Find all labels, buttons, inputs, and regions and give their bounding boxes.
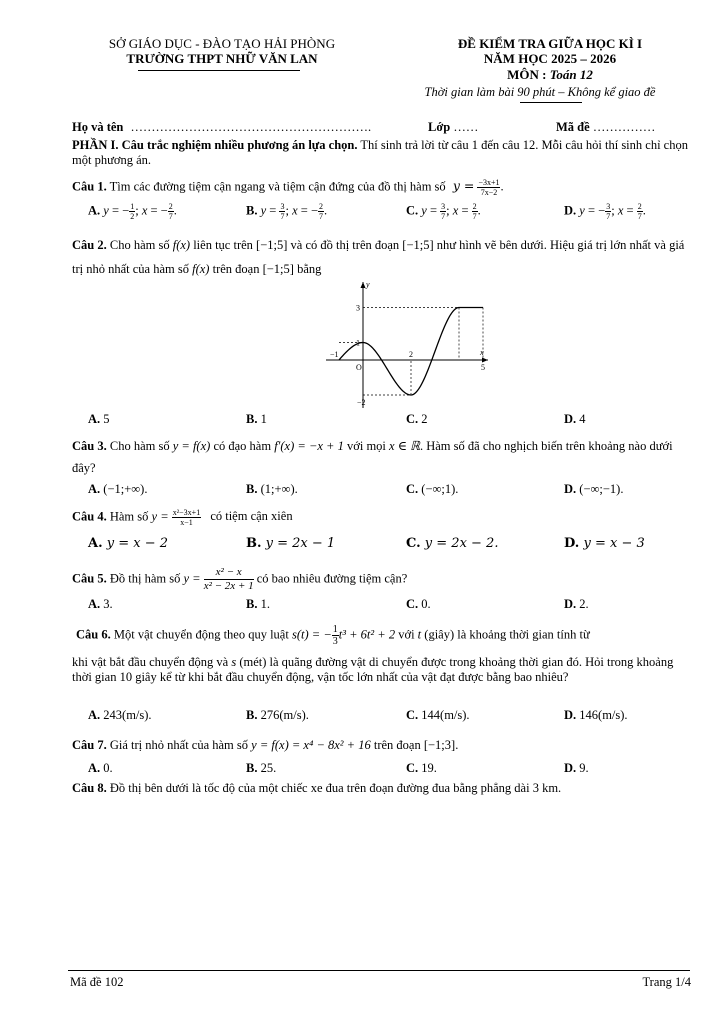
q5-fraction	[204, 566, 254, 593]
q5-fn-num: x² − x	[204, 566, 254, 580]
q3-domain: x ∈ ℝ	[389, 439, 420, 453]
q4-option-a[interactable]: A. y = x − 2	[88, 536, 169, 551]
q2-c-val: 2	[421, 412, 428, 426]
q4-text2: có tiệm cận xiên	[210, 509, 293, 524]
header-underline	[138, 70, 300, 71]
q4-option-d[interactable]: D. y = x − 3	[564, 536, 645, 551]
x-tick-2: 2	[409, 350, 413, 359]
q1-fn-den: 7x−2	[480, 188, 498, 197]
q3-stem	[72, 435, 690, 479]
q6-options	[72, 708, 692, 726]
q5-label: Câu 5.	[72, 571, 107, 586]
q2-fx-2: f(x)	[192, 262, 210, 276]
q3-text1: Cho hàm số	[109, 439, 170, 453]
q8-stem	[72, 781, 561, 796]
subject: Toán 12	[549, 67, 593, 82]
code-label: Mã đề	[556, 120, 590, 134]
q5-b-val: 1.	[260, 597, 270, 611]
q1-b-label: B.	[246, 203, 258, 218]
q6-line3: Hỏi trong khoảng thời gian 10 giây kể từ khi bắt đầu chuyển động, vận tốc lớn nhất của vật đạt được bằng	[72, 655, 674, 684]
q5-a-val: 3.	[103, 597, 113, 611]
code-field[interactable]: ……………	[592, 120, 656, 134]
q1-label: Câu 1.	[72, 179, 107, 194]
q4-a-val: y = x − 2	[106, 536, 169, 551]
part1-intro	[72, 138, 690, 168]
q5-option-a[interactable]: A. 3.	[88, 597, 113, 611]
student-info	[72, 120, 692, 135]
q7-stem	[72, 738, 458, 753]
q3-line2: khoảng nào dưới đây?	[72, 439, 673, 475]
q6-s: s	[231, 655, 237, 669]
q1-option-b[interactable]: B. y = $\frac{3}{7}$ ; x = − $\frac{2}{7}$ .	[246, 202, 328, 221]
q5-c-val: 0.	[421, 597, 431, 611]
x-tick-5: 5	[481, 363, 485, 372]
footer-code: Mã đề 102	[70, 975, 124, 989]
q1-d-label: D.	[564, 203, 577, 218]
y-tick-1: 1	[356, 338, 360, 348]
school-name: TRƯỜNG THPT NHỮ VĂN LAN	[126, 51, 318, 66]
q4-option-c[interactable]: C. y = 2x − 2.	[406, 536, 499, 551]
q4-text1: Hàm số	[109, 509, 149, 524]
q2-fx: f(x)	[172, 238, 191, 252]
q1-option-a[interactable]: A. y = − $\frac{1}{2}$ ; x = − $\frac{2}{7}$ .	[88, 202, 177, 221]
q1-fn-lhs: y =	[452, 178, 475, 194]
q6-line2b: (mét) là quãng đường vật di chuyển được trong khoảng thời gian đó.	[239, 655, 583, 669]
q1-fraction	[477, 178, 500, 197]
q2-options	[72, 412, 692, 430]
q2-option-c[interactable]: C. 2	[406, 412, 428, 426]
q2-interval: [−1;5]	[256, 238, 288, 252]
q2-line2b: trên đoạn	[212, 262, 260, 276]
q7-c-val: 19.	[421, 761, 437, 775]
q1-option-c[interactable]: C. y = $\frac{3}{7}$ ; x = $\frac{2}{7}$ .	[406, 202, 481, 221]
q7-a-val: 0.	[103, 761, 113, 775]
q6-law: s(t) = −	[291, 627, 332, 642]
function-graph	[316, 278, 496, 412]
q2-text2: liên tục trên	[193, 238, 253, 252]
q2-text1: Cho hàm số	[109, 238, 170, 252]
q2-text3: và có đồ thị trên đoạn	[290, 238, 400, 252]
q3-d-val: (−∞;−1).	[579, 482, 624, 496]
q1-text: Tìm các đường tiệm cận ngang và tiệm cận đứng của đồ thị hàm số	[109, 179, 446, 194]
q6-law-num: 1	[332, 624, 338, 635]
q1-option-d[interactable]: D. y = − $\frac{3}{7}$ ; x = $\frac{2}{7}$ .	[564, 202, 646, 221]
q8-text: Đồ thị bên dưới là tốc độ của một chiếc xe đua trên đoạn đường đua bằng phẳng dài 3 km.	[109, 781, 562, 795]
q2-interval-2: [−1;5]	[402, 238, 434, 252]
q2-option-a[interactable]: A. 5	[88, 412, 110, 426]
q6-line1	[76, 624, 590, 647]
q7-option-a[interactable]: A. 0.	[88, 761, 113, 775]
q7-interval: [−1;3].	[423, 738, 459, 752]
q4-options	[72, 536, 692, 554]
q5-text2: có bao nhiêu đường tiệm cận?	[256, 571, 408, 586]
q5-options	[72, 597, 692, 615]
q2-label: Câu 2.	[72, 238, 107, 252]
y-tick-neg2: −2	[357, 398, 366, 407]
name-label: Họ và tên	[72, 120, 124, 134]
q3-fn: y = f(x)	[172, 439, 211, 453]
q1-stem: Câu 1. Tìm các đường tiệm cận ngang và tiệm cận đứng của đồ thị hàm số y = $\frac{-3x+1}{7x-2}$ .	[72, 178, 504, 197]
time-note: Thời gian làm bài 90 phút – Không kể giao đề	[424, 85, 656, 99]
q4-fn-lhs: y =	[151, 509, 169, 524]
q2-d-val: 4	[579, 412, 586, 426]
q6-law-den: 3	[332, 636, 338, 647]
q5-d-val: 2.	[579, 597, 589, 611]
q1-c-label: C.	[406, 203, 419, 218]
q3-label: Câu 3.	[72, 439, 107, 453]
q6-label: Câu 6.	[76, 627, 111, 642]
q5-text1: Đồ thị hàm số	[109, 571, 181, 586]
q3-option-c[interactable]: C. (−∞;1).	[406, 482, 459, 496]
time-underline	[520, 102, 582, 103]
y-axis-label: y	[366, 280, 370, 289]
q2-line2c: bằng	[297, 262, 322, 276]
q3-text2: có đạo hàm	[213, 439, 272, 453]
q1-a-label: A.	[88, 203, 101, 218]
q4-fn-num: x²−3x+1	[172, 508, 201, 517]
q7-options	[72, 761, 692, 779]
q7-fn: y = f(x) = x⁴ − 8x² + 16	[251, 738, 371, 752]
q4-stem	[72, 508, 293, 527]
q5-fn-den: x² − 2x + 1	[203, 580, 254, 592]
q5-option-b[interactable]: B. 1.	[246, 597, 270, 611]
x-axis-label: x	[480, 348, 484, 357]
q7-option-c[interactable]: C. 19.	[406, 761, 437, 775]
footer-page: Trang 1/4	[642, 975, 691, 989]
q5-option-c[interactable]: C. 0.	[406, 597, 431, 611]
q3-option-d[interactable]: D. (−∞;−1).	[564, 482, 624, 496]
q4-label: Câu 4.	[72, 509, 107, 524]
q7-d-val: 9.	[579, 761, 589, 775]
school-year: NĂM HỌC 2025 – 2026	[483, 51, 617, 66]
q7-b-val: 25.	[260, 761, 277, 775]
x-tick-neg1: −1	[330, 350, 339, 359]
q7-option-b[interactable]: B. 25.	[246, 761, 277, 775]
q3-deriv: f′(x) = −x + 1	[274, 439, 344, 453]
q6-b-val: 276(m/s).	[260, 708, 309, 722]
q6-line4: bao nhiêu?	[513, 670, 569, 684]
y-tick-3: 3	[356, 303, 360, 313]
q4-fraction	[172, 508, 201, 527]
q5-option-d[interactable]: D. 2.	[564, 597, 589, 611]
subject-label: MÔN :	[507, 67, 547, 82]
q4-option-b[interactable]: B. y = 2x − 1	[246, 536, 336, 551]
q7-option-d[interactable]: D. 9.	[564, 761, 589, 775]
q1-options	[72, 202, 692, 220]
q3-option-a[interactable]: A. (−1;+∞).	[88, 482, 148, 496]
class-label: Lớp	[428, 120, 451, 134]
q6-d-val: 146(m/s).	[579, 708, 628, 722]
part1-title: PHẦN I. Câu trắc nghiệm nhiều phương án lựa chọn.	[72, 138, 358, 152]
q2-option-b[interactable]: B. 1	[246, 412, 267, 426]
q6-law-rest: t³ + 6t² + 2	[338, 627, 396, 642]
q7-text2: trên đoạn	[373, 738, 421, 752]
dept-name: SỞ GIÁO DỤC - ĐÀO TẠO HẢI PHÒNG	[108, 36, 336, 51]
q3-option-b[interactable]: B. (1;+∞).	[246, 482, 298, 496]
q2-interval-3: [−1;5]	[262, 262, 294, 276]
origin-label: O	[356, 363, 362, 372]
part1-instruction: Thí sinh trả lời từ câu 1 đến câu 12. Mỗi câu hỏi thí sinh chỉ chọn một phương án.	[72, 138, 688, 167]
q1-fn-num: −3x+1	[478, 178, 500, 187]
q5-fn-lhs: y =	[183, 571, 201, 586]
q6-law-frac	[332, 624, 339, 647]
q3-a-val: (−1;+∞).	[103, 482, 148, 496]
q6-option-d[interactable]: D. 146(m/s).	[564, 708, 628, 722]
q4-d-val: y = x − 3	[583, 536, 645, 551]
q5-stem	[72, 566, 407, 593]
q7-label: Câu 7.	[72, 738, 107, 752]
q6-text1: Một vật chuyển động theo quy luật	[113, 627, 289, 642]
q3-text3: với mọi	[347, 439, 386, 453]
q6-c-val: 144(m/s).	[421, 708, 470, 722]
exam-title: ĐỀ KIỂM TRA GIỮA HỌC KÌ I	[457, 36, 643, 51]
q2-stem	[72, 233, 690, 281]
q6-option-a[interactable]: A. 243(m/s).	[88, 708, 152, 722]
q6-t: t	[417, 627, 422, 642]
q6-a-val: 243(m/s).	[103, 708, 152, 722]
q2-text4: như hình vẽ bên dưới. Hiệu	[436, 238, 575, 252]
q2-option-d[interactable]: D. 4	[564, 412, 586, 426]
footer-divider	[68, 970, 690, 971]
q8-label: Câu 8.	[72, 781, 107, 795]
q6-option-c[interactable]: C. 144(m/s).	[406, 708, 470, 722]
q6-text3: (giây) là khoảng thời gian tính từ	[424, 627, 590, 642]
q3-options	[72, 482, 692, 500]
y-axis-arrow	[361, 282, 366, 288]
name-field[interactable]: ………………………………………………….	[130, 120, 372, 134]
class-field[interactable]: ……	[453, 120, 479, 134]
q6-body	[72, 655, 690, 685]
q6-line2: khi vật bắt đầu chuyển động và	[72, 655, 229, 669]
q6-text2: với	[398, 627, 415, 642]
q7-text1: Giá trị nhỏ nhất của hàm số	[109, 738, 249, 752]
q2-line2a: giá trị lớn nhất và giá trị nhỏ nhất của hàm số	[72, 238, 685, 276]
q3-c-val: (−∞;1).	[421, 482, 459, 496]
q6-option-b[interactable]: B. 276(m/s).	[246, 708, 309, 722]
q4-fn-den: x−1	[180, 518, 193, 527]
q3-b-val: (1;+∞).	[260, 482, 298, 496]
q4-c-val: y = 2x − 2.	[424, 536, 499, 551]
q3-text4: . Hàm số đã cho nghịch biến trên	[419, 439, 586, 453]
q4-b-val: y = 2x − 1	[265, 536, 336, 551]
q2-b-val: 1	[260, 412, 267, 426]
q2-a-val: 5	[103, 412, 110, 426]
subject-line	[400, 67, 700, 83]
